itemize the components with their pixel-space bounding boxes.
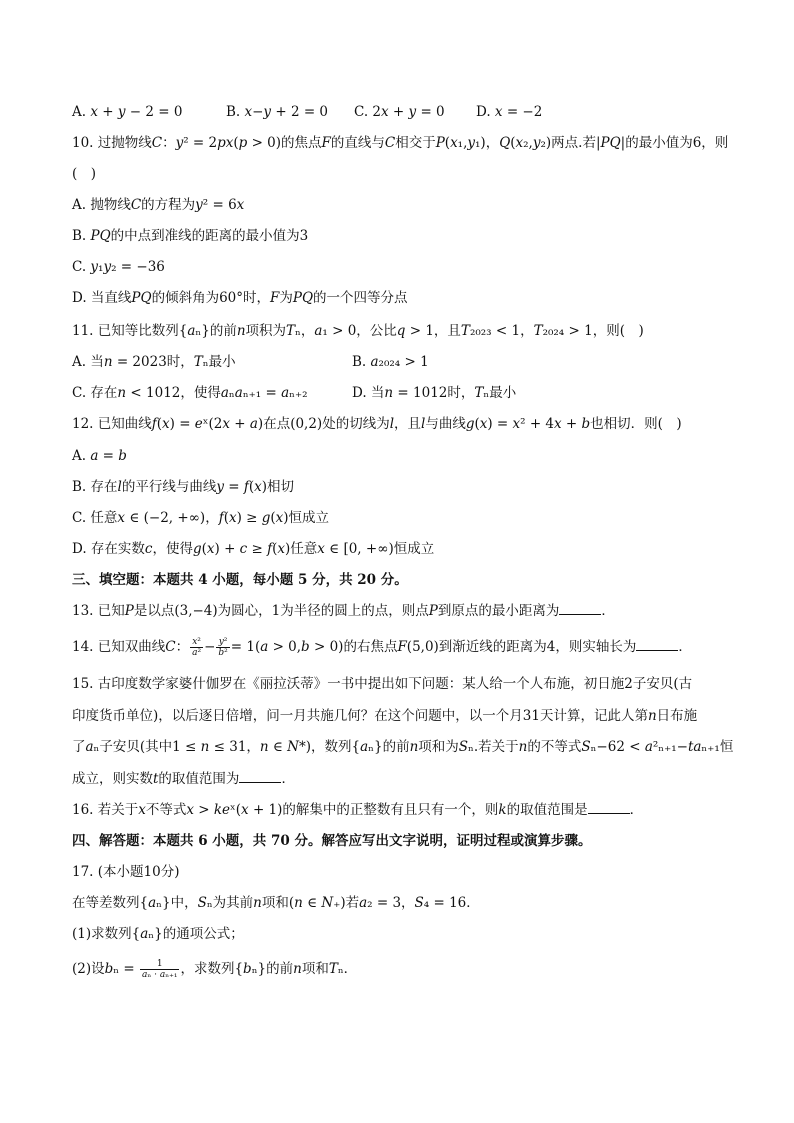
q14-frac2-den: 𝑏² xyxy=(218,648,228,658)
q10-paren: ( ) xyxy=(72,166,97,182)
section-3-heading: 三、填空题：本题共 4 小题，每小题 5 分，共 20 分。 xyxy=(72,572,408,588)
q14-fraction-x xyxy=(190,637,203,658)
q14-frac2-num: 𝑦² xyxy=(216,637,229,648)
q12-option-d: D. 存在实数𝑐，使得𝑔(𝑥) + 𝑐 ≥ 𝑓(𝑥)任意𝑥 ∈ [0, +∞)恒成立 xyxy=(72,541,435,557)
q15-answer-blank[interactable] xyxy=(239,770,281,783)
q9-option-a: A. 𝑥 + 𝑦 − 2 = 0 xyxy=(72,104,183,120)
q13 xyxy=(72,602,734,620)
section-4-heading: 四、解答题：本题共 6 小题，共 70 分。解答应写出文字说明，证明过程或演算步骤。 xyxy=(72,833,592,849)
q14-minus: − xyxy=(204,639,216,655)
q14-end: ． xyxy=(678,639,692,655)
q13-answer-blank[interactable] xyxy=(559,602,601,615)
q15-line4-text: 成立，则实数𝑡的取值范围为 xyxy=(72,771,240,787)
q17-fraction xyxy=(140,959,179,980)
q16-end: ． xyxy=(629,802,644,818)
q14-frac1-den: 𝑎² xyxy=(192,648,202,658)
q12-option-c: C. 任意𝑥 ∈ (−2, +∞)，𝑓(𝑥) ≥ 𝑔(𝑥)恒成立 xyxy=(72,510,330,526)
q13-text: 13. 已知𝑃是以点(3,−4)为圆心，1为半径的圆上的点，则点𝑃到原点的最小距离为 xyxy=(72,603,560,619)
q16 xyxy=(72,801,734,819)
q15-line1: 15. 古印度数学家婆什伽罗在《丽拉沃蒂》一书中提出如下问题：某人给一个人布施，初日施2子安贝(古 xyxy=(72,676,693,692)
q9-option-d: D. 𝑥 = −2 xyxy=(476,104,543,120)
q12-option-b: B. 存在𝑙的平行线与曲线𝑦 = 𝑓(𝑥)相切 xyxy=(72,479,294,495)
q14-answer-blank[interactable] xyxy=(636,638,678,651)
q17-frac-den: 𝑎ₙ · 𝑎ₙ₊₁ xyxy=(142,970,178,980)
q15-line3: 了𝑎ₙ子安贝(其中1 ≤ 𝑛 ≤ 31，𝑛 ∈ 𝑁*)，数列{𝑎ₙ}的前𝑛项和为𝑆ₙ.若关于𝑛的不等式𝑆ₙ−62 < 𝑎²ₙ₊₁−𝑡𝑎ₙ₊₁恒 xyxy=(72,739,734,755)
q14-post: = 1(𝑎 > 0,𝑏 > 0)的右焦点𝐹(5,0)到渐近线的距离为4，则实轴长为 xyxy=(230,639,637,655)
q17-header: 17. (本小题10分) xyxy=(72,864,180,880)
q11-option-c: C. 存在𝑛 < 1012，使得𝑎ₙ𝑎ₙ₊₁ = 𝑎ₙ₊₂ xyxy=(72,385,308,401)
q9-option-b: B. 𝑥−𝑦 + 2 = 0 xyxy=(226,104,329,120)
q9-option-c: C. 2𝑥 + 𝑦 = 0 xyxy=(354,104,445,120)
q17-part1: (1)求数列{𝑎ₙ}的通项公式； xyxy=(72,926,244,942)
q15-line4 xyxy=(72,770,734,788)
q14-frac1-num: 𝑥² xyxy=(190,637,203,648)
q17-part2-pre: (2)设𝑏ₙ = xyxy=(72,961,139,977)
q17-part2-post: ，求数列{𝑏ₙ}的前𝑛项和𝑇ₙ． xyxy=(180,961,358,977)
q14-fraction-y xyxy=(216,637,229,658)
q11-stem: 11. 已知等比数列{𝑎ₙ}的前𝑛项积为𝑇ₙ，𝑎₁ > 0，公比𝑞 > 1，且𝑇₂₀₂₃ < 1，𝑇₂₀₂₄ > 1，则( ) xyxy=(72,323,644,339)
q11-option-a: A. 当𝑛 = 2023时，𝑇ₙ最小 xyxy=(72,354,236,370)
q12-option-a: A. 𝑎 = 𝑏 xyxy=(72,448,127,464)
q11-option-b: B. 𝑎₂₀₂₄ > 1 xyxy=(352,354,429,370)
q10-option-a: A. 抛物线𝐶的方程为𝑦² = 6𝑥 xyxy=(72,197,245,213)
q13-end: ． xyxy=(601,603,615,619)
q14-pre: 14. 已知双曲线𝐶： xyxy=(72,639,190,655)
q10-option-d: D. 当直线𝑃𝑄的倾斜角为60°时，𝐹为𝑃𝑄的一个四等分点 xyxy=(72,290,408,306)
q12-stem: 12. 已知曲线𝑓(𝑥) = 𝑒ˣ(2𝑥 + 𝑎)在点(0,2)处的切线为𝑙，且𝑙与曲线𝑔(𝑥) = 𝑥² + 4𝑥 + 𝑏也相切．则( ) xyxy=(72,416,682,432)
q10-option-c: C. 𝑦₁𝑦₂ = −36 xyxy=(72,259,165,275)
q10-stem: 10. 过抛物线𝐶：𝑦² = 2𝑝𝑥(𝑝 > 0)的焦点𝐹的直线与𝐶相交于𝑃(𝑥₁,𝑦₁)，𝑄(𝑥₂,𝑦₂)两点.若|𝑃𝑄|的最小值为6，则 xyxy=(72,135,729,151)
q17-stem: 在等差数列{𝑎ₙ}中，𝑆ₙ为其前𝑛项和(𝑛 ∈ 𝑁₊)若𝑎₂ = 3，𝑆₄ = 16． xyxy=(72,895,480,911)
q14 xyxy=(72,634,734,660)
q16-text: 16. 若关于𝑥不等式𝑥 > 𝑘𝑒ˣ(𝑥 + 1)的解集中的正整数有且只有一个，则𝑘的取值范围是 xyxy=(72,802,588,818)
q15-end: ． xyxy=(281,771,295,787)
q11-option-d: D. 当𝑛 = 1012时，𝑇ₙ最小 xyxy=(352,385,517,401)
q17-frac-num: 1 xyxy=(140,959,179,970)
q10-option-b: B. 𝑃𝑄的中点到准线的距离的最小值为3 xyxy=(72,228,309,244)
q16-answer-blank[interactable] xyxy=(588,801,630,814)
q17-part2 xyxy=(72,956,734,982)
q15-line2: 印度货币单位)，以后逐日倍增，问一月共施几何？在这个问题中，以一个月31天计算，记此人第𝑛日布施 xyxy=(72,708,698,724)
